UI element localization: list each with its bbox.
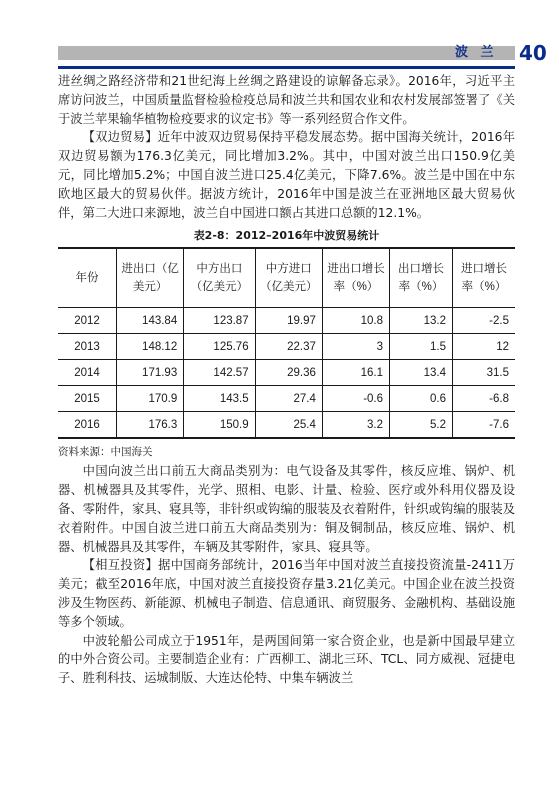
table-cell: 3.2 [322,412,389,439]
table-cell: 19.97 [255,308,322,334]
table-cell: 170.9 [117,386,184,412]
table-cell: 1.5 [390,334,453,360]
table-cell: 5.2 [390,412,453,439]
table-cell: 150.9 [184,412,255,439]
table-cell: 31.5 [452,360,515,386]
header-band [58,46,515,60]
table-cell: 3 [322,334,389,360]
table-cell: 143.84 [117,308,184,334]
table-cell: 143.5 [184,386,255,412]
table-cell: 2013 [58,334,117,360]
table-cell: 13.4 [390,360,453,386]
table-cell: 0.6 [390,386,453,412]
column-header: 中方出口（亿美元） [184,248,255,308]
table-cell: -0.6 [322,386,389,412]
table-cell: -2.5 [452,308,515,334]
table-cell: 2015 [58,386,117,412]
column-header: 进口增长率（%） [452,248,515,308]
table-caption: 表2-8：2012–2016年中波贸易统计 [193,229,380,243]
page-number: 40 [519,41,547,65]
paragraph-export-categories: 中国向波兰出口前五大商品类别为：电气设备及其零件，核反应堆、锅炉、机器、机械器具及其零件，光学、照相、电影、计量、检验、医疗或外科用仪器及设备、零附件，家具、寝具等，非针织或钩编的服装及衣着附件，针织或钩编的服装及衣着附件。中国自波兰进口前五大商品类别为：铜及铜制品，核反应堆、锅炉、机器、机械器具及其零件，车辆及其零附件，家具、寝具等。 [58,464,515,554]
section-label: 波 兰 [455,45,498,60]
table-cell: 171.93 [117,360,184,386]
table-cell: 16.1 [322,360,389,386]
table-cell: 125.76 [184,334,255,360]
page-content [58,72,515,688]
column-header: 年份 [58,248,117,308]
table-cell: 10.8 [322,308,389,334]
table-header-row [58,248,515,308]
table-cell: 176.3 [117,412,184,439]
table-row [58,386,515,412]
table-cell: 2016 [58,412,117,439]
table-row [58,412,515,439]
paragraph-joint-venture: 中波轮船公司成立于1951年，是两国间第一家合资企业，也是新中国最早建立的中外合资公司。主要制造企业有：广西柳工、湖北三环、TCL、同方威视、冠捷电子、胜利科技、运城制版、大连达伦特、中集车辆波兰 [58,633,515,686]
table-cell: 27.4 [255,386,322,412]
table-cell: 12 [452,334,515,360]
column-header: 出口增长率（%） [390,248,453,308]
paragraph-mutual-investment: 【相互投资】据中国商务部统计，2016当年中国对波兰直接投资流量-2411万美元；截至2016年底，中国对波兰直接投资存量3.21亿美元。中国企业在波兰投资涉及生物医药、新能源、机械电子制造、信息通讯、商贸服务、金融机构、基础设施等多个领域。 [58,558,515,629]
table-cell: 2014 [58,360,117,386]
table-cell: 29.36 [255,360,322,386]
table-cell: 25.4 [255,412,322,439]
table-cell: -6.8 [452,386,515,412]
table-row [58,308,515,334]
trade-statistics-table [58,247,515,439]
table-cell: 13.2 [390,308,453,334]
table-row [58,334,515,360]
table-cell: 2012 [58,308,117,334]
header-rule [58,66,515,69]
table-row [58,360,515,386]
column-header: 进出口增长率（%） [322,248,389,308]
column-header: 进出口（亿美元） [117,248,184,308]
table-cell: 142.57 [184,360,255,386]
table-cell: 148.12 [117,334,184,360]
column-header: 中方进口（亿美元） [255,248,322,308]
table-source: 资料来源：中国海关 [58,446,153,459]
table-cell: -7.6 [452,412,515,439]
table-cell: 123.87 [184,308,255,334]
table-cell: 22.37 [255,334,322,360]
paragraph: 进丝绸之路经济带和21世纪海上丝绸之路建设的谅解备忘录》。2016年，习近平主席访问波兰，中国质量监督检验检疫总局和波兰共和国农业和农村发展部签署了《关于波兰苹果输华植物检疫要求的议定书》等一系列经贸合作文件。 [58,74,515,126]
paragraph-bilateral-trade: 【双边贸易】近年中波双边贸易保持平稳发展态势。据中国海关统计，2016年双边贸易额为176.3亿美元，同比增加3.2%。其中，中国对波兰出口150.9亿美元，同比增加5.2%；中国自波兰进口25.4亿美元，下降7.6%。波兰是中国在中东欧地区最大的贸易伙伴。据波方统计，2016年中国是波兰在亚洲地区最大贸易伙伴，第二大进口来源地，波兰自中国进口额占其进口总额的12.1%。 [58,130,515,220]
